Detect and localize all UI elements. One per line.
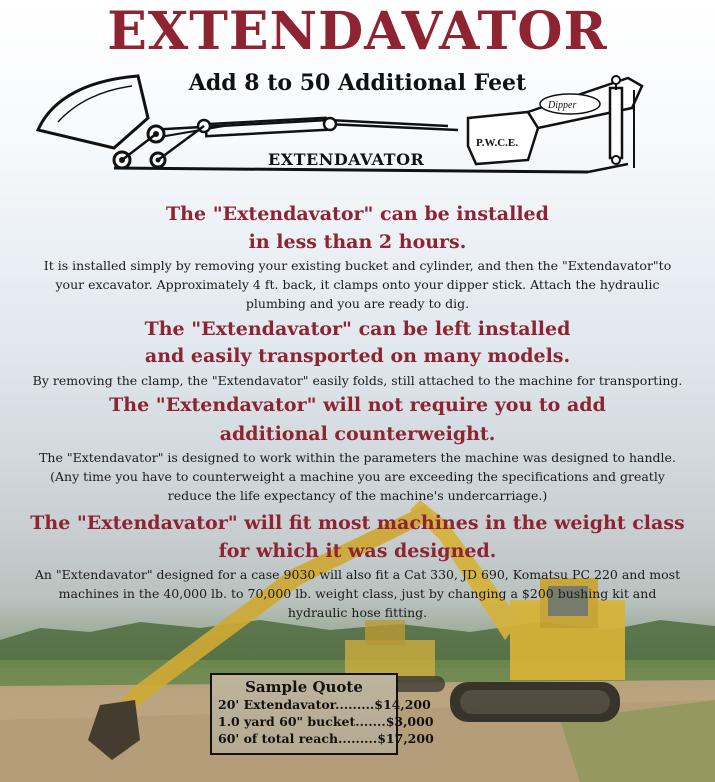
page-title: EXTENDAVATOR (107, 1, 608, 62)
section-4-heading-line-2: for which it was designed. (218, 540, 497, 562)
quote-line-total-reach: 60' of total reach.........$17,200 (218, 731, 434, 746)
section-3-body-line-1: The "Extendavator" is designed to work within the parameters the machine was designed to handle. (39, 450, 676, 465)
section-3-body-line-3: reduce the life expectancy of the machine's undercarriage.) (167, 488, 548, 503)
section-1-body-line-3: plumbing and you are ready to dig. (245, 296, 470, 311)
section-2-body-line-1: By removing the clamp, the "Extendavator" easily folds, still attached to the machine for transporting. (32, 373, 683, 388)
pwce-badge-text: P.W.C.E. (476, 137, 518, 149)
sample-quote-box (210, 673, 434, 755)
section-1-heading-line-2: in less than 2 hours. (248, 231, 467, 253)
section-1-heading-line-1: The "Extendavator" can be installed (166, 203, 549, 225)
section-4-body-line-2: machines in the 40,000 lb. to 70,000 lb. weight class, just by changing a $200 bushing kit and (58, 586, 657, 601)
section-2-heading-line-2: and easily transported on many models. (144, 345, 571, 367)
section-4-body-line-3: hydraulic hose fitting. (287, 605, 428, 620)
sample-quote-title: Sample Quote (245, 678, 363, 696)
logo-name-label: EXTENDAVATOR (268, 150, 425, 169)
section-3-heading-line-2: additional counterweight. (219, 423, 496, 445)
section-3-heading-line-1: The "Extendavator" will not require you to add (109, 394, 606, 416)
section-3-body-line-2: (Any time you have to counterweight a machine you are exceeding the specifications and greatly (50, 469, 665, 484)
quote-line-extendavator: 20' Extendavator.........$14,200 (218, 697, 431, 712)
quote-line-bucket: 1.0 yard 60" bucket.......$3,000 (218, 714, 434, 729)
section-1-body-line-2: your excavator. Approximately 4 ft. back, it clamps onto your dipper stick. Attach the hydraulic (55, 277, 660, 292)
section-4-heading-line-1: The "Extendavator" will fit most machines in the weight class (30, 512, 685, 534)
subtitle: Add 8 to 50 Additional Feet (188, 70, 527, 96)
section-1-body-line-1: It is installed simply by removing your existing bucket and cylinder, and then the "Extendavator"to (43, 258, 672, 273)
dipper-label: Dipper (548, 100, 577, 111)
section-4-body-line-1: An "Extendavator" designed for a case 9030 will also fit a Cat 330, JD 690, Komatsu PC 220 and most (34, 567, 681, 582)
section-2-heading-line-1: The "Extendavator" can be left installed (144, 318, 571, 340)
